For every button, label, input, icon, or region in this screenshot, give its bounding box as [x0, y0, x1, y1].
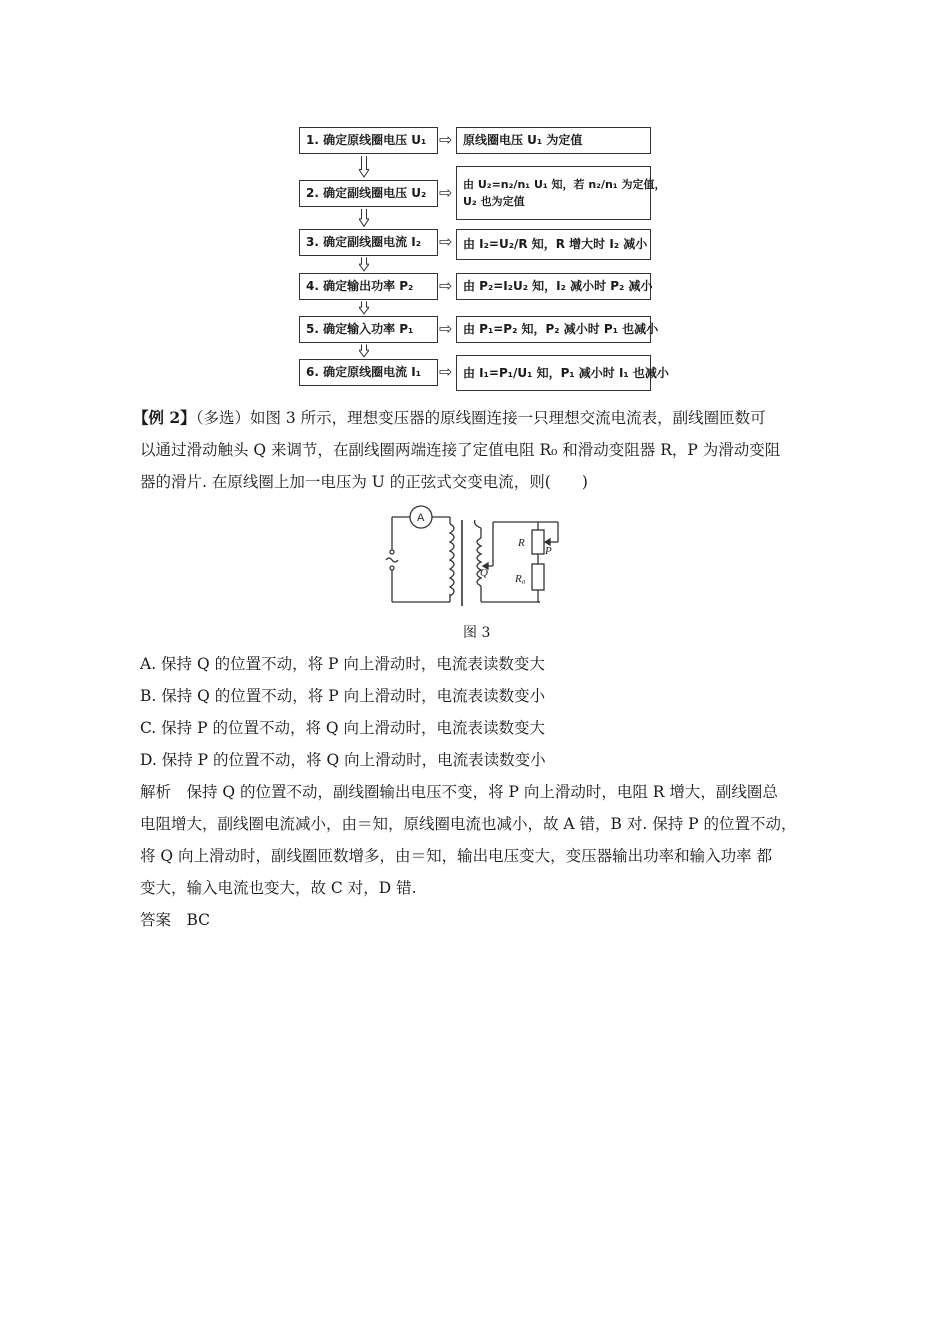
- arrow-right-icon: ⇨: [439, 362, 453, 381]
- flow-result-4-label: 由 P₂=I₂U₂ 知，I₂ 减小时 P₂ 减小: [463, 279, 653, 293]
- analysis-line-3: 将 Q 向上滑动时，副线圈匝数增多，由＝知，输出电压变大，变压器输出功率和输入功率 都: [140, 847, 772, 865]
- arrow-right-icon: ⇨: [439, 319, 453, 338]
- analysis-line-2: 电阻增大，副线圈电流减小，由＝知，原线圈电流也减小，故 A 错，B 对. 保持 P 的位置不动，: [140, 815, 797, 833]
- flow-step-5: [299, 316, 438, 343]
- flow-step-3-label: 3. 确定副线圈电流 I₂: [306, 235, 421, 249]
- option-a: A. 保持 Q 的位置不动，将 P 向上滑动时，电流表读数变大: [140, 655, 545, 673]
- flow-result-2: [456, 166, 666, 220]
- flow-result-4: [456, 273, 651, 300]
- example-line-3: 器的滑片. 在原线圈上加一电压为 U 的正弦式交变电流，则( ): [140, 473, 588, 491]
- flow-result-3: [456, 229, 651, 260]
- ammeter-label: A: [417, 512, 425, 524]
- arrow-down-icon: [359, 343, 369, 359]
- circuit-diagram: [380, 502, 570, 610]
- option-d: D. 保持 P 的位置不动，将 Q 向上滑动时，电流表读数变小: [140, 751, 546, 769]
- flow-result-3-label: 由 I₂=U₂/R 知，R 增大时 I₂ 减小: [463, 237, 648, 251]
- example-tag: 【例 2】: [133, 408, 196, 427]
- flow-result-1: [456, 127, 651, 154]
- flow-step-2: [299, 180, 438, 207]
- analysis-line-4: 变大，输入电流也变大，故 C 对，D 错.: [140, 879, 417, 897]
- flow-step-3: [299, 229, 438, 256]
- flow-step-4-label: 4. 确定输出功率 P₂: [306, 279, 414, 293]
- arrow-right-icon: ⇨: [439, 130, 453, 149]
- option-b: B. 保持 Q 的位置不动，将 P 向上滑动时，电流表读数变小: [140, 687, 546, 705]
- flow-result-6: [456, 355, 669, 391]
- answer: 答案 BC: [140, 911, 211, 929]
- flow-result-1-label: 原线圈电压 U₁ 为定值: [463, 133, 583, 147]
- flow-result-5: [456, 316, 659, 343]
- arrow-down-icon: [359, 256, 369, 273]
- flow-result-2-line2: U₂ 也为定值: [463, 195, 525, 208]
- arrow-right-icon: ⇨: [439, 276, 453, 295]
- p-label: P: [545, 545, 552, 557]
- flow-step-5-label: 5. 确定输入功率 P₁: [306, 322, 414, 336]
- arrow-down-icon: [359, 154, 369, 180]
- r-label: R: [518, 537, 525, 549]
- r0-label: R₀: [515, 573, 526, 585]
- arrow-right-icon: ⇨: [439, 232, 453, 251]
- flow-step-1: [299, 127, 438, 154]
- flow-result-6-label: 由 I₁=P₁/U₁ 知，P₁ 减小时 I₁ 也减小: [463, 365, 669, 380]
- flowchart: [0, 0, 950, 400]
- flow-result-2-line1: 由 U₂=n₂/n₁ U₁ 知，若 n₂/n₁ 为定值，: [463, 178, 666, 191]
- example-line-2: 以通过滑动触头 Q 来调节，在副线圈两端连接了定值电阻 R₀ 和滑动变阻器 R，P 为滑动变阻: [140, 441, 781, 459]
- flow-step-6-label: 6. 确定原线圈电流 I₁: [306, 365, 421, 379]
- arrow-down-icon: [359, 300, 369, 316]
- analysis-line-1: 解析 保持 Q 的位置不动，副线圈输出电压不变，将 P 向上滑动时，电阻 R 增大，副线圈总: [140, 783, 778, 801]
- arrow-right-icon: ⇨: [439, 183, 453, 202]
- flow-step-4: [299, 273, 438, 300]
- example-line-1: [133, 408, 766, 428]
- flow-step-1-label: 1. 确定原线圈电压 U₁: [306, 133, 427, 147]
- example-text-1: （多选）如图 3 所示，理想变压器的原线圈连接一只理想交流电流表，副线圈匝数可: [195, 409, 766, 427]
- flow-step-6: [299, 359, 438, 386]
- q-label: Q: [480, 567, 488, 579]
- flow-step-2-label: 2. 确定副线圈电压 U₂: [306, 186, 427, 200]
- arrow-down-icon: [359, 207, 369, 229]
- figure-caption: 图 3: [463, 625, 491, 641]
- option-c: C. 保持 P 的位置不动，将 Q 向上滑动时，电流表读数变大: [140, 719, 546, 737]
- flow-result-5-label: 由 P₁=P₂ 知，P₂ 减小时 P₁ 也减小: [463, 322, 659, 336]
